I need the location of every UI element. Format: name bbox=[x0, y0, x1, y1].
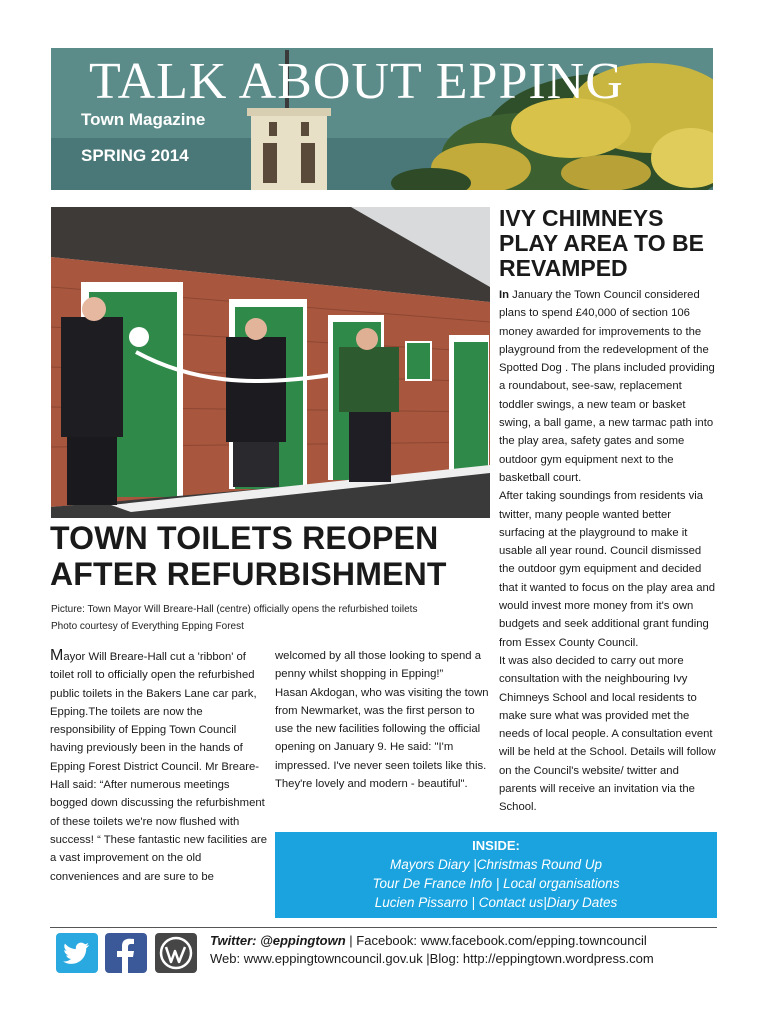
toilets-column-2 bbox=[275, 647, 490, 793]
facebook-link[interactable]: | Facebook: www.facebook.com/epping.towncouncil bbox=[345, 933, 647, 948]
inside-line-1: Mayors Diary |Christmas Round Up bbox=[389, 857, 603, 872]
toilets-headline: TOWN TOILETS REOPEN AFTER REFURBISHMENT bbox=[50, 520, 447, 592]
inside-line-3: Lucien Pissarro | Contact us|Diary Dates bbox=[374, 895, 618, 910]
inside-line-2: Tour De France Info | Local organisations bbox=[372, 876, 620, 891]
issue-season: SPRING 2014 bbox=[81, 146, 189, 165]
lead-word: In bbox=[499, 289, 510, 301]
toilets-column-2-para-1: welcomed by all those looking to spend a penny whilst shopping in Epping!” bbox=[275, 650, 481, 681]
toilets-column-1 bbox=[50, 647, 268, 886]
toilets-column-2-para-2: Hasan Akdogan, who was visiting the town from Newmarket, was the first person to use the new facilities following the official opening on January 9. He said: "I'm impressed. I've never seen toilets like this. They're lovely and modern - beautiful". bbox=[275, 686, 489, 791]
magazine-title: TALK ABOUT EPPING bbox=[89, 53, 624, 110]
twitter-handle[interactable]: Twitter: @eppingtown bbox=[210, 933, 346, 948]
twitter-bird-icon[interactable] bbox=[56, 933, 98, 973]
inside-heading: INSIDE: bbox=[472, 838, 520, 853]
caption-line-1: Picture: Town Mayor Will Breare-Hall (centre) officially opens the refurbished toilets bbox=[51, 604, 418, 615]
ivy-chimneys-headline: IVY CHIMNEYS PLAY AREA TO BE REVAMPED bbox=[499, 205, 704, 281]
ivy-para-2: After taking soundings from residents via twitter, many people wanted better surfacing at the playground to make it usable all year round. Council dismissed the outdoor gym equipment and decided that it wanted to focus on the play area and would invest more money from it's own budgets and seek additional grant funding from Essex County Council. bbox=[499, 490, 716, 649]
footer-social-line bbox=[210, 933, 647, 948]
ivy-para-1: January the Town Council considered plans to spend £40,000 of section 106 money awarded for improvements to the playground from the redevelopment of the Spotted Dog . The plans included providing a roundabout, see-saw, replacement toddler swings, a new team or basket swing, a ball game, a new tarmac path into the play area, safety gates and some outdoor gym equipment next to the basketball court. bbox=[499, 289, 715, 484]
masthead-banner bbox=[51, 48, 713, 190]
magazine-subtitle: Town Magazine bbox=[81, 110, 206, 129]
photo-caption bbox=[51, 601, 491, 635]
facebook-f-icon[interactable] bbox=[105, 933, 147, 973]
toilets-column-1-text: ayor Will Breare-Hall cut a 'ribbon' of toilet roll to officially open the refurbished public toilets in the Bakers Lane car park, Epping.The toilets are now the responsibility of Epping Town Council having previously been in the hands of Epping Forest District Council. Mr Breare-Hall said: “After numerous meetings bogged down discussing the refurbishment of these toilets we're now flushed with success! “ These fantastic new facilities are a vast improvement on the old conveniences and are sure to be bbox=[50, 651, 268, 883]
footer-web-line[interactable]: Web: www.eppingtowncouncil.gov.uk |Blog: http://eppingtown.wordpress.com bbox=[210, 951, 654, 966]
wordpress-w-icon[interactable] bbox=[155, 933, 197, 973]
toilets-photo bbox=[51, 207, 490, 518]
ivy-para-3: It was also decided to carry out more consultation with the neighbouring Ivy Chimneys School and local residents to make sure what was provided met the needs of local people. A consultation event will be held at the School. Details will follow on the Council's website/ twitter and parents will receive an invitation via the School. bbox=[499, 654, 716, 814]
inside-contents-box bbox=[275, 832, 717, 918]
drop-cap: M bbox=[50, 647, 64, 664]
ivy-chimneys-column bbox=[499, 286, 716, 817]
caption-line-2: Photo courtesy of Everything Epping Forest bbox=[51, 621, 244, 632]
footer-divider bbox=[50, 927, 717, 928]
